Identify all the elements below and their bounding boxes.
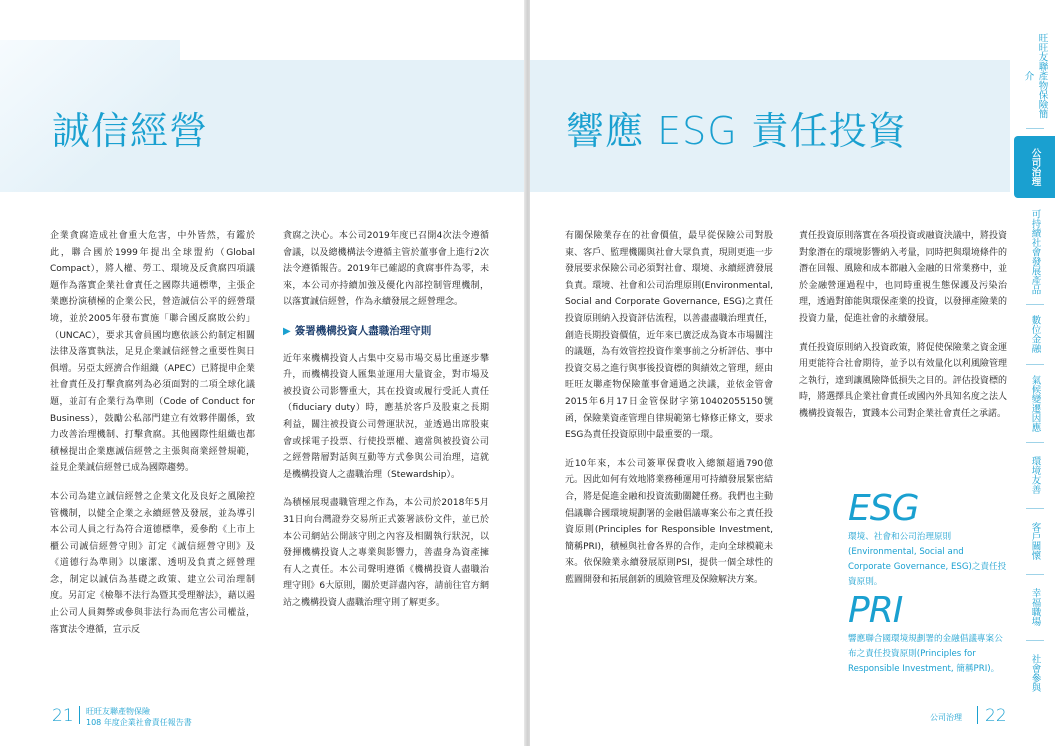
- tab-divider: [1026, 508, 1044, 509]
- tab-company-intro[interactable]: 旺旺友聯產物保險簡介: [1022, 33, 1048, 119]
- paragraph: 企業貪腐造成社會重大危害，中外皆然，有鑑於此，聯合國於1999年提出全球盟約（Global Compact），將人權、勞工、環境及反貪腐四項議題作為落實企業社會責任之國際共通標準，主張企業應扮演積極的企業公民，營造誠信公平的經營環境，並於2005年發布實施「聯合國反腐敗公約」（UNCAC），要求其會員國均應依該公約制定相關法律及落實執法，足見企業誠信經營之重要性與日俱增。另亞太經濟合作組織（APEC）已將提申企業社會責任及打擊貪腐列為必須面對的二項全球化議題，並訂有企業行為準則（Code of Conduct for Business），鼓勵公私部門建立有效夥伴關係，致力改善治理機制、打擊貪腐。其他國際性組織也都積極提出企業應誠信經營之主張與商業經營規範，益見企業誠信經營已成為國際趨勢。: [50, 231, 255, 474]
- tab-digital-finance[interactable]: 數位金融: [1029, 315, 1041, 353]
- footer-section-name: 公司治理: [930, 713, 962, 722]
- pri-description: 響應聯合國環境規劃署的金融倡議專案公布之責任投資原則(Principles for Responsible Investment, 簡稱PRI)。: [848, 634, 1003, 674]
- esg-keyword: ESG: [848, 488, 919, 529]
- paragraph: 責任投資原則納入投資政策，將促使保險業之資金運用更能符合社會期待，並予以有效量化以利風險管理之執行，達到讓風險降低損失之目的。評估投資標的時，將選擇具企業社會責任或國內外具知名度之法人機構投資報告，實踐本公司對企業社會責任之承諾。: [799, 342, 1007, 419]
- text-column-1: [50, 228, 255, 650]
- paragraph: 責任投資原則落實在各項投資或融資決議中，將投資對象潛在的環境影響納入考量，同時把與環境條件的潛在回報、風險和成本都融入金融的日常業務中，並於金融營運過程中，也同時重視生態保護及污染治理，透過對節能與環保產業的投資，以發揮產險業的投資力量，促進社會的永續發展。: [799, 231, 1007, 324]
- page-title: 響應 ESG 責任投資: [566, 109, 907, 153]
- tab-climate-change[interactable]: 氣候變遷因應: [1029, 374, 1041, 432]
- esg-description: 環境、社會和公司治理原則(Environmental, Social and Corporate Governance, ESG)之責任投資原則。: [848, 532, 1007, 587]
- page-title: 誠信經營: [52, 109, 209, 153]
- paragraph: 為積極展現盡職管理之作為，本公司於2018年5月31日向台灣證券交易所正式簽署該份文件，並已於本公司網站公開該守則之內容及相關執行狀況，以發揮機構投資人之專業與影響力，善盡身為資產擁有人之責任。本公司聲明遵循《機構投資人盡職治理守則》6大原則，關於更詳盡內容，請前往官方網站之機構投資人盡職治理守則了解更多。: [283, 498, 489, 608]
- section-heading: ▶ 簽署機構投資人盡職治理守則: [283, 324, 432, 337]
- footer-divider: [79, 706, 80, 724]
- tab-social-participation[interactable]: 社會參與: [1029, 654, 1041, 692]
- tab-customer-care[interactable]: 客戶關懷: [1029, 522, 1041, 560]
- text-column-1: [565, 228, 773, 600]
- footer-divider: [977, 706, 978, 724]
- paragraph: 有關保險業存在的社會價值，最早從保險公司對股東、客戶、監理機關與社會大眾負責，現則更進一步發展要求保險公司必須對社會、環境、永續經濟發展負責。環境、社會和公司治理原則(Environmental, Social and Corporate Governance, ESG)之責任投資原則納入投資評估流程，以善盡盡職治理責任，創造長期投資價值，近年來已廣泛成為資本市場關注的議題，為有效管控投資作業事前之分析評估、事中投資交易之進行與事後投資標的與績效之管理，經由旺旺友聯產物保險董事會通過之決議，並依金管會2015年6月17日金管保財字第10402055150號函，保險業資產管理自律規範第七條修正條文，要求ESG為責任投資原則中最重要的一環。: [565, 231, 773, 441]
- tab-divider: [1026, 128, 1044, 129]
- tab-happy-workplace[interactable]: 幸福職場: [1029, 588, 1041, 626]
- tab-divider: [1026, 640, 1044, 641]
- left-page: [0, 0, 525, 746]
- tab-divider: [1026, 304, 1044, 305]
- tab-divider: [1026, 574, 1044, 575]
- tab-environment[interactable]: 環境友善: [1029, 456, 1041, 494]
- paragraph: 近10年來，本公司簽單保費收入總額超過790億元。因此如何有效地將業務種運用可持續發展緊密結合，將是促進金融和投資流動關鍵任務。我們也主動倡議聯合國環境規劃署的金融倡議專案公布之責任投資原則(Principles for Responsible Investment, 簡稱PRI)，積極與社會各界的合作，走向全球模範未來。依保險業永續發展原則PSI，提供一個全球性的藍圖開發和拓展創新的風險管理及保險解決方案。: [565, 458, 773, 585]
- footer-report-title: 旺旺友聯產物保險 108 年度企業社會責任報告書: [86, 707, 192, 727]
- paragraph: 貪腐之決心。本公司2019年度已召開4次法令遵循會議，以及總機構法令遵循主管於董事會上進行2次法令遵循報告。2019年已確認的貪腐事件為零，未來，本公司亦持續加強及優化內部控制管理機制，以落實誠信經營，作為永續發展之經營理念。: [283, 231, 489, 308]
- tab-corporate-governance[interactable]: 公司治理: [1014, 136, 1055, 198]
- triangle-bullet-icon: ▶: [283, 325, 291, 337]
- tab-divider: [1026, 364, 1044, 365]
- paragraph: 本公司為建立誠信經營之企業文化及良好之風險控管機制，以健全企業之永續經營及發展，並為導引本公司人員之行為符合道德標準，爰參酌《上市上櫃公司誠信經營守則》訂定《誠信經營守則》及《道德行為準則》以廉潔、透明及負責之經營理念，制定以誠信為基礎之政策、建立公司治理制度。另訂定《檢舉不法行為暨其受理辦法》，藉以遏止公司人員舞弊或參與非法行為而危害公司權益，落實法令遵循，宣示反: [50, 491, 255, 635]
- chapter-tab-bar: [1014, 0, 1055, 746]
- pri-keyword: PRI: [848, 590, 903, 631]
- tab-divider: [1026, 442, 1044, 443]
- text-column-2: [799, 228, 1007, 435]
- text-column-2: [283, 228, 489, 623]
- tab-sustainable-products[interactable]: 可持續社會發展產品: [1029, 209, 1041, 295]
- page-number: 21: [52, 706, 74, 726]
- page-number: 22: [985, 706, 1007, 726]
- paragraph: 近年來機構投資人占集中交易市場交易比重逐步攀升，而機構投資人匯集並運用大量資金，對市場及被投資公司影響重大，其在投資或履行受託人責任（fiduciary duty）時，應基於客戶及股東之長期利益，關注被投資公司營運狀況，並透過出席股東會或採電子投票、行使投票權、適當與被投資公司之經營階層對話與互動等方式參與公司治理，這就是機構投資人之盡職治理（Stewardship）。: [283, 353, 489, 480]
- right-page: [530, 0, 1010, 746]
